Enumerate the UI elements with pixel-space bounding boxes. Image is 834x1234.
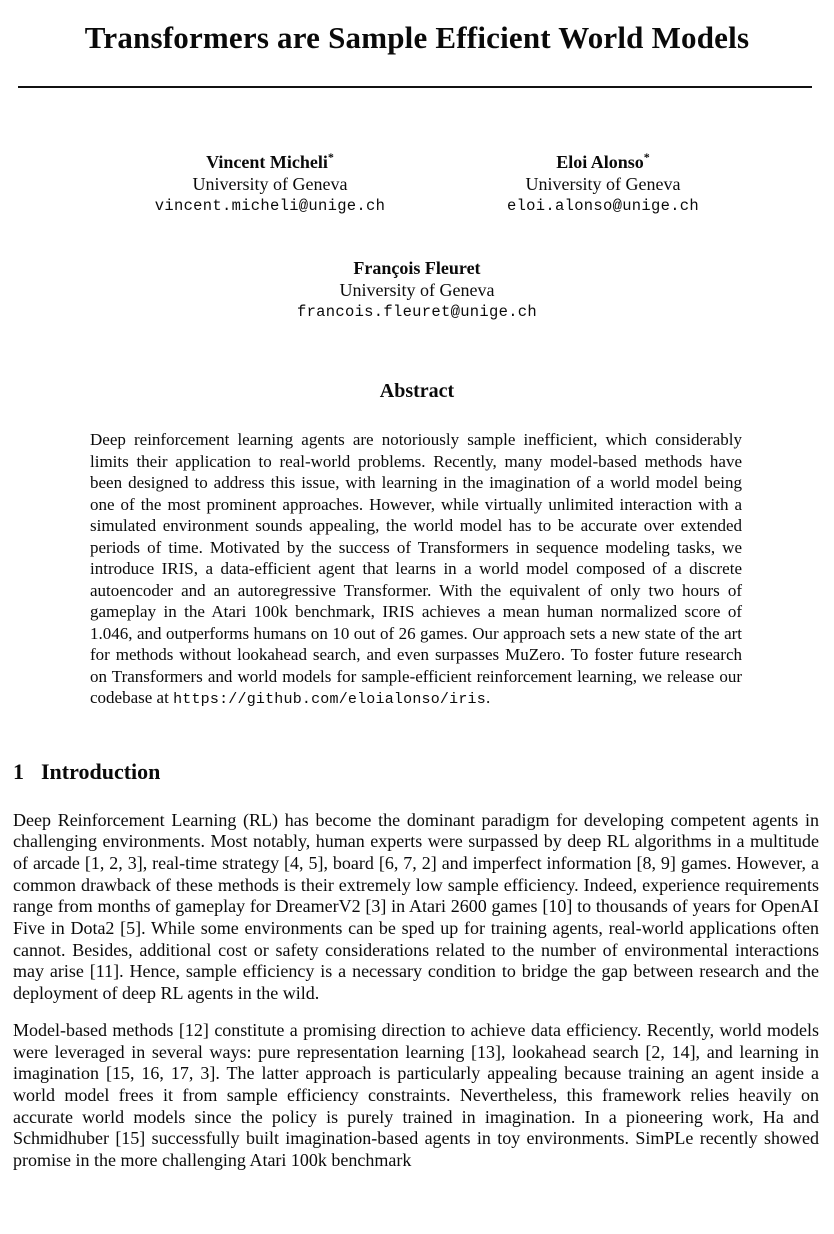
section-title-text: Introduction <box>41 758 161 784</box>
author-name-text: Eloi Alonso <box>556 152 644 172</box>
intro-paragraph-2: Model-based methods [12] constitute a promising direction to achieve data efficiency. Recently, world models were leveraged in several ways: pure representation learning [13], lookahead search [2, 14], and learning in imagination [15, 16, 17, 3]. The latter approach is particularly appealing because training an agent inside a world model frees it from sample efficiency constraints. Nevertheless, this framework relies heavily on accurate world models since the policy is purely trained in imagination. In a pioneering work, Ha and Schmidhuber [15] successfully built imagination-based agents in toy environments. SimPLe recently showed promise in the more challenging Atari 100k benchmark <box>13 1019 819 1171</box>
paper-title: Transformers are Sample Efficient World Models <box>84 20 750 55</box>
author-email: francois.fleuret@unige.ch <box>296 303 538 321</box>
author-affiliation: University of Geneva <box>339 280 495 300</box>
author-block-vincent-micheli <box>110 146 430 217</box>
authors-row-1 <box>0 146 834 217</box>
abstract-heading: Abstract <box>379 380 455 402</box>
author-name-text: François Fleuret <box>353 258 481 278</box>
author-block-eloi-alonso <box>430 146 776 217</box>
intro-paragraph-1: Deep Reinforcement Learning (RL) has become the dominant paradigm for developing competent agents in challenging environments. Most notably, human experts were surpassed by deep RL algorithms in a multitude of arcade [1, 2, 3], real-time strategy [4, 5], board [6, 7, 2] and imperfect information [8, 9] games. However, a common drawback of these methods is their extremely low sample efficiency. Indeed, experience requirements range from months of gameplay for DreamerV2 [3] in Atari 2600 games [10] to thousands of years for OpenAI Five in Dota2 [5]. While some environments can be sped up for training agents, real-world applications often cannot. Besides, additional cost or safety considerations related to the number of environmental interactions may arise [11]. Hence, sample efficiency is a necessary condition to bridge the gap between research and the deployment of deep RL agents in the wild. <box>13 809 819 1004</box>
title-rule <box>18 86 812 88</box>
abstract-text: Deep reinforcement learning agents are notoriously sample inefficient, which considerably limits their application to real-world problems. Recently, many model-based methods have been designed to address this issue, with learning in the imagination of a world model being one of the most prominent approaches. However, while virtually unlimited interaction with a simulated environment sounds appealing, the world model has to be accurate over extended periods of time. Motivated by the success of Transformers in sequence modeling tasks, we introduce IRIS, a data-efficient agent that learns in a world model composed of a discrete autoencoder and an autoregressive Transformer. With the equivalent of only two hours of gameplay in the Atari 100k benchmark, IRIS achieves a mean human normalized score of 1.046, and outperforms humans on 10 out of 26 games. Our approach sets a new state of the art for methods without lookahead search, and even surpasses MuZero. To foster future research on Transformers and world models for sample-efficient reinforcement learning, we release our codebase at <box>90 430 742 707</box>
author-name-text: Vincent Micheli <box>206 152 328 172</box>
author-affiliation: University of Geneva <box>192 174 348 194</box>
author-asterisk: * <box>327 150 334 164</box>
author-email: eloi.alonso@unige.ch <box>506 197 700 215</box>
author-email: vincent.micheli@unige.ch <box>154 197 386 215</box>
section-number: 1 <box>13 758 24 784</box>
author-name <box>110 146 430 173</box>
abstract-text-end: . <box>485 688 491 707</box>
author-affiliation: University of Geneva <box>525 174 681 194</box>
section-heading-introduction <box>13 760 819 784</box>
author-asterisk: * <box>643 150 650 164</box>
author-name <box>430 146 776 173</box>
codebase-link[interactable]: https://github.com/eloialonso/iris <box>173 691 486 708</box>
author-name <box>217 252 617 279</box>
author-block-francois-fleuret <box>217 252 617 323</box>
abstract-body <box>90 429 742 711</box>
